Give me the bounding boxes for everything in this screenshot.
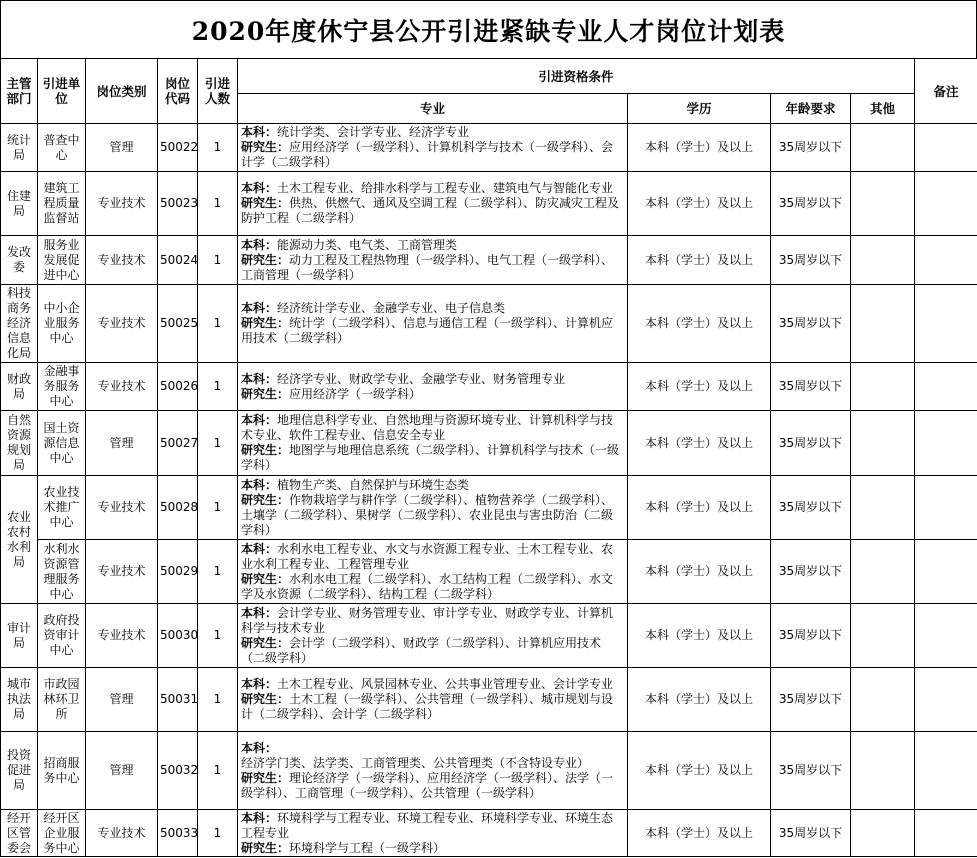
cell-category: 专业技术 bbox=[86, 363, 158, 411]
cell-other bbox=[851, 172, 915, 236]
cell-category: 专业技术 bbox=[86, 236, 158, 285]
major-degree-label: 本科： bbox=[241, 541, 278, 556]
cell-other bbox=[851, 476, 915, 540]
header-major: 专业 bbox=[238, 94, 628, 124]
major-text: 经济学门类、法学类、工商管理类、公共管理类（不含特设专业） bbox=[241, 755, 590, 770]
major-line bbox=[241, 636, 624, 666]
cell-other bbox=[851, 411, 915, 476]
page-title: 2020年度休宁县公开引进紧缺专业人才岗位计划表 bbox=[0, 0, 977, 58]
cell-code: 50033 bbox=[158, 810, 198, 857]
cell-education: 本科（学士）及以上 bbox=[628, 172, 771, 236]
cell-count: 1 bbox=[198, 668, 238, 732]
cell-unit: 政府投资审计中心 bbox=[38, 604, 86, 668]
cell-dept: 发改委 bbox=[1, 236, 38, 285]
cell-code: 50022 bbox=[158, 124, 198, 172]
header-remarks: 备注 bbox=[915, 59, 977, 124]
major-degree-label: 研究生： bbox=[241, 692, 290, 706]
major-text: 会计学专业、财务管理专业、审计学专业、财政学专业、计算机科学与技术专业 bbox=[241, 605, 614, 635]
cell-age: 35周岁以下 bbox=[771, 285, 851, 363]
cell-count: 1 bbox=[198, 810, 238, 857]
header-code: 岗位代码 bbox=[158, 59, 198, 124]
cell-other bbox=[851, 236, 915, 285]
positions-table bbox=[0, 58, 977, 857]
header-age: 年龄要求 bbox=[771, 94, 851, 124]
major-line bbox=[241, 125, 624, 140]
major-text: 环境科学与工程专业、环境工程专业、环境科学专业、环境生态工程专业 bbox=[241, 810, 614, 840]
cell-education: 本科（学士）及以上 bbox=[628, 540, 771, 604]
major-text: 地理信息科学专业、自然地理与资源环境专业、计算机科学与技术专业、软件工程专业、信息安全专业 bbox=[241, 413, 614, 442]
cell-count: 1 bbox=[198, 363, 238, 411]
major-text: 会计学（二级学科）、财政学（二级学科）、计算机应用技术（二级学科） bbox=[241, 635, 602, 665]
cell-remarks bbox=[915, 172, 977, 236]
major-text: 土木工程专业、风景园林专业、公共事业管理专业、会计学专业 bbox=[277, 677, 614, 691]
cell-unit: 招商服务中心 bbox=[38, 732, 86, 810]
major-degree-label: 研究生： bbox=[241, 316, 290, 330]
cell-other bbox=[851, 285, 915, 363]
major-line bbox=[241, 606, 624, 636]
cell-other bbox=[851, 668, 915, 732]
cell-count: 1 bbox=[198, 476, 238, 540]
major-text: 作物栽培学与耕作学（二级学科）、植物营养学（二级学科）、土壤学（二级学科）、果树学（二级学科）、农业昆虫与害虫防治（二级学科） bbox=[241, 492, 614, 537]
major-line bbox=[241, 542, 624, 572]
cell-major bbox=[238, 124, 628, 172]
cell-remarks bbox=[915, 411, 977, 476]
cell-count: 1 bbox=[198, 732, 238, 810]
cell-education: 本科（学士）及以上 bbox=[628, 668, 771, 732]
table-row bbox=[1, 285, 977, 363]
cell-dept: 城市执法局 bbox=[1, 668, 38, 732]
cell-category: 专业技术 bbox=[86, 604, 158, 668]
cell-major bbox=[238, 668, 628, 732]
major-degree-label: 研究生： bbox=[241, 386, 290, 401]
cell-code: 50031 bbox=[158, 668, 198, 732]
cell-category: 管理 bbox=[86, 124, 158, 172]
cell-dept: 统计局 bbox=[1, 124, 38, 172]
cell-education: 本科（学士）及以上 bbox=[628, 732, 771, 810]
cell-major bbox=[238, 810, 628, 857]
major-text: 土木工程专业、给排水科学与工程专业、建筑电气与智能化专业 bbox=[277, 181, 614, 195]
cell-category: 管理 bbox=[86, 668, 158, 732]
major-line bbox=[241, 140, 624, 170]
cell-count: 1 bbox=[198, 540, 238, 604]
major-text: 经济学专业、财政学专业、金融学专业、财务管理专业 bbox=[277, 371, 566, 386]
table-body bbox=[1, 124, 977, 857]
cell-code: 50027 bbox=[158, 411, 198, 476]
major-text: 动力工程及工程热物理（一级学科）、电气工程（一级学科）、工商管理（一级学科） bbox=[241, 252, 614, 282]
cell-other bbox=[851, 540, 915, 604]
major-degree-label: 本科： bbox=[241, 810, 278, 825]
cell-dept: 审计局 bbox=[1, 604, 38, 668]
major-degree-label: 本科： bbox=[241, 125, 278, 139]
major-degree-label: 研究生： bbox=[241, 571, 290, 586]
major-line bbox=[241, 677, 624, 692]
cell-dept: 自然资源规划局 bbox=[1, 411, 38, 476]
cell-education: 本科（学士）及以上 bbox=[628, 363, 771, 411]
cell-count: 1 bbox=[198, 236, 238, 285]
cell-remarks bbox=[915, 124, 977, 172]
cell-count: 1 bbox=[198, 172, 238, 236]
table-row bbox=[1, 810, 977, 857]
cell-code: 50032 bbox=[158, 732, 198, 810]
major-text: 土木工程（一级学科）、公共管理（一级学科）、城市规划与设计（二级学科）、会计学（二级学科） bbox=[241, 692, 614, 721]
major-degree-label: 研究生： bbox=[241, 140, 290, 154]
table-row bbox=[1, 411, 977, 476]
cell-other bbox=[851, 732, 915, 810]
major-line bbox=[241, 811, 624, 841]
cell-age: 35周岁以下 bbox=[771, 604, 851, 668]
major-text: 统计学类、会计学专业、经济学专业 bbox=[277, 125, 470, 139]
header-conditions: 引进资格条件 bbox=[238, 59, 915, 94]
major-line bbox=[241, 771, 624, 801]
table-row bbox=[1, 540, 977, 604]
table-row bbox=[1, 236, 977, 285]
cell-age: 35周岁以下 bbox=[771, 540, 851, 604]
cell-age: 35周岁以下 bbox=[771, 172, 851, 236]
major-text: 理论经济学（一级学科）、应用经济学（一级学科）、法学（一级学科）、工商管理（一级学科）、公共管理（一级学科） bbox=[241, 770, 614, 800]
table-row bbox=[1, 363, 977, 411]
cell-unit: 中小企业服务中心 bbox=[38, 285, 86, 363]
cell-other bbox=[851, 810, 915, 857]
major-line bbox=[241, 238, 624, 253]
table-row bbox=[1, 476, 977, 540]
cell-major bbox=[238, 172, 628, 236]
major-degree-label: 研究生： bbox=[241, 492, 290, 507]
header-education: 学历 bbox=[628, 94, 771, 124]
cell-major bbox=[238, 540, 628, 604]
cell-dept: 农业农村水利局 bbox=[1, 476, 38, 604]
major-degree-label: 研究生： bbox=[241, 443, 290, 457]
major-degree-label: 研究生： bbox=[241, 840, 290, 855]
major-degree-label: 本科： bbox=[241, 301, 278, 315]
cell-category: 专业技术 bbox=[86, 476, 158, 540]
cell-code: 50023 bbox=[158, 172, 198, 236]
cell-remarks bbox=[915, 285, 977, 363]
cell-age: 35周岁以下 bbox=[771, 124, 851, 172]
table-row bbox=[1, 732, 977, 810]
major-line bbox=[241, 478, 624, 493]
major-text: 地图学与地理信息系统（二级学科）、计算机科学与技术（一级学科） bbox=[241, 443, 620, 472]
cell-code: 50024 bbox=[158, 236, 198, 285]
major-degree-label: 本科： bbox=[241, 605, 278, 620]
major-line bbox=[241, 253, 624, 283]
cell-code: 50029 bbox=[158, 540, 198, 604]
major-line bbox=[241, 741, 624, 771]
cell-count: 1 bbox=[198, 285, 238, 363]
cell-dept: 经开区管委会 bbox=[1, 810, 38, 857]
header-unit: 引进单位 bbox=[38, 59, 86, 124]
cell-education: 本科（学士）及以上 bbox=[628, 124, 771, 172]
major-text: 统计学（二级学科）、信息与通信工程（一级学科）、计算机应用技术（二级学科） bbox=[241, 316, 614, 345]
major-line bbox=[241, 841, 624, 856]
cell-remarks bbox=[915, 540, 977, 604]
cell-dept: 投资促进局 bbox=[1, 732, 38, 810]
major-text: 应用经济学（一级学科） bbox=[289, 386, 422, 401]
cell-unit: 经开区企业服务中心 bbox=[38, 810, 86, 857]
cell-age: 35周岁以下 bbox=[771, 732, 851, 810]
cell-category: 管理 bbox=[86, 411, 158, 476]
major-line bbox=[241, 196, 624, 226]
cell-education: 本科（学士）及以上 bbox=[628, 236, 771, 285]
cell-unit: 国土资源信息中心 bbox=[38, 411, 86, 476]
major-line bbox=[241, 413, 624, 443]
cell-age: 35周岁以下 bbox=[771, 411, 851, 476]
cell-unit: 水利水资源管理服务中心 bbox=[38, 540, 86, 604]
cell-remarks bbox=[915, 668, 977, 732]
cell-remarks bbox=[915, 604, 977, 668]
cell-education: 本科（学士）及以上 bbox=[628, 411, 771, 476]
table-row bbox=[1, 668, 977, 732]
cell-education: 本科（学士）及以上 bbox=[628, 476, 771, 540]
cell-code: 50026 bbox=[158, 363, 198, 411]
cell-category: 专业技术 bbox=[86, 285, 158, 363]
major-degree-label: 本科： bbox=[241, 237, 278, 252]
header-count: 引进人数 bbox=[198, 59, 238, 124]
cell-education: 本科（学士）及以上 bbox=[628, 604, 771, 668]
major-degree-label: 研究生： bbox=[241, 635, 290, 650]
table-row bbox=[1, 124, 977, 172]
cell-other bbox=[851, 363, 915, 411]
major-text: 环境科学与工程（一级学科） bbox=[289, 840, 446, 855]
cell-code: 50025 bbox=[158, 285, 198, 363]
cell-unit: 金融事务服务中心 bbox=[38, 363, 86, 411]
major-degree-label: 本科： bbox=[241, 181, 278, 195]
major-degree-label: 研究生： bbox=[241, 196, 290, 210]
cell-category: 专业技术 bbox=[86, 810, 158, 857]
cell-unit: 市政园林环卫所 bbox=[38, 668, 86, 732]
major-degree-label: 本科： bbox=[241, 677, 278, 691]
cell-code: 50028 bbox=[158, 476, 198, 540]
header-other: 其他 bbox=[851, 94, 915, 124]
cell-age: 35周岁以下 bbox=[771, 810, 851, 857]
cell-category: 专业技术 bbox=[86, 172, 158, 236]
major-line bbox=[241, 572, 624, 602]
major-line bbox=[241, 692, 624, 722]
cell-other bbox=[851, 604, 915, 668]
major-degree-label: 本科： bbox=[241, 371, 278, 386]
major-line bbox=[241, 443, 624, 473]
cell-major bbox=[238, 604, 628, 668]
cell-remarks bbox=[915, 732, 977, 810]
major-text: 水利水电工程（二级学科）、水工结构工程（二级学科）、水文学及水资源（二级学科）、结构工程（二级学科） bbox=[241, 571, 614, 601]
cell-remarks bbox=[915, 236, 977, 285]
table-row bbox=[1, 604, 977, 668]
cell-age: 35周岁以下 bbox=[771, 476, 851, 540]
cell-other bbox=[851, 124, 915, 172]
major-line bbox=[241, 372, 624, 387]
major-degree-label: 研究生： bbox=[241, 252, 290, 267]
cell-age: 35周岁以下 bbox=[771, 236, 851, 285]
cell-dept: 财政局 bbox=[1, 363, 38, 411]
cell-count: 1 bbox=[198, 411, 238, 476]
cell-unit: 普查中心 bbox=[38, 124, 86, 172]
cell-unit: 建筑工程质量监督站 bbox=[38, 172, 86, 236]
major-degree-label: 本科： bbox=[241, 413, 278, 427]
cell-code: 50030 bbox=[158, 604, 198, 668]
major-line bbox=[241, 316, 624, 346]
cell-unit: 服务业发展促进中心 bbox=[38, 236, 86, 285]
cell-major bbox=[238, 476, 628, 540]
cell-unit: 农业技术推广中心 bbox=[38, 476, 86, 540]
cell-dept: 科技商务经济信息化局 bbox=[1, 285, 38, 363]
cell-age: 35周岁以下 bbox=[771, 363, 851, 411]
major-text: 水利水电工程专业、水文与水资源工程专业、土木工程专业、农业水利工程专业、工程管理专业 bbox=[241, 541, 614, 571]
cell-remarks bbox=[915, 476, 977, 540]
cell-education: 本科（学士）及以上 bbox=[628, 285, 771, 363]
cell-age: 35周岁以下 bbox=[771, 668, 851, 732]
major-degree-label: 本科： bbox=[241, 740, 278, 755]
cell-major bbox=[238, 236, 628, 285]
cell-remarks bbox=[915, 363, 977, 411]
cell-count: 1 bbox=[198, 124, 238, 172]
cell-remarks bbox=[915, 810, 977, 857]
major-line bbox=[241, 387, 624, 402]
major-text: 应用经济学（一级学科）、计算机科学与技术（一级学科）、会计学（二级学科） bbox=[241, 140, 614, 169]
cell-education: 本科（学士）及以上 bbox=[628, 810, 771, 857]
major-line bbox=[241, 493, 624, 538]
header-dept: 主管部门 bbox=[1, 59, 38, 124]
major-text: 植物生产类、自然保护与环境生态类 bbox=[277, 477, 470, 492]
cell-count: 1 bbox=[198, 604, 238, 668]
cell-major bbox=[238, 285, 628, 363]
major-text: 能源动力类、电气类、工商管理类 bbox=[277, 237, 458, 252]
major-text: 经济统计学专业、金融学专业、电子信息类 bbox=[277, 301, 506, 315]
header-category: 岗位类别 bbox=[86, 59, 158, 124]
cell-category: 管理 bbox=[86, 732, 158, 810]
major-line bbox=[241, 181, 624, 196]
cell-major bbox=[238, 732, 628, 810]
major-degree-label: 本科： bbox=[241, 477, 278, 492]
table-row bbox=[1, 172, 977, 236]
major-degree-label: 研究生： bbox=[241, 770, 290, 785]
major-line bbox=[241, 301, 624, 316]
cell-major bbox=[238, 411, 628, 476]
cell-dept: 住建局 bbox=[1, 172, 38, 236]
major-text: 供热、供燃气、通风及空调工程（二级学科）、防灾减灾工程及防护工程（二级学科） bbox=[241, 196, 620, 225]
cell-major bbox=[238, 363, 628, 411]
cell-category: 专业技术 bbox=[86, 540, 158, 604]
